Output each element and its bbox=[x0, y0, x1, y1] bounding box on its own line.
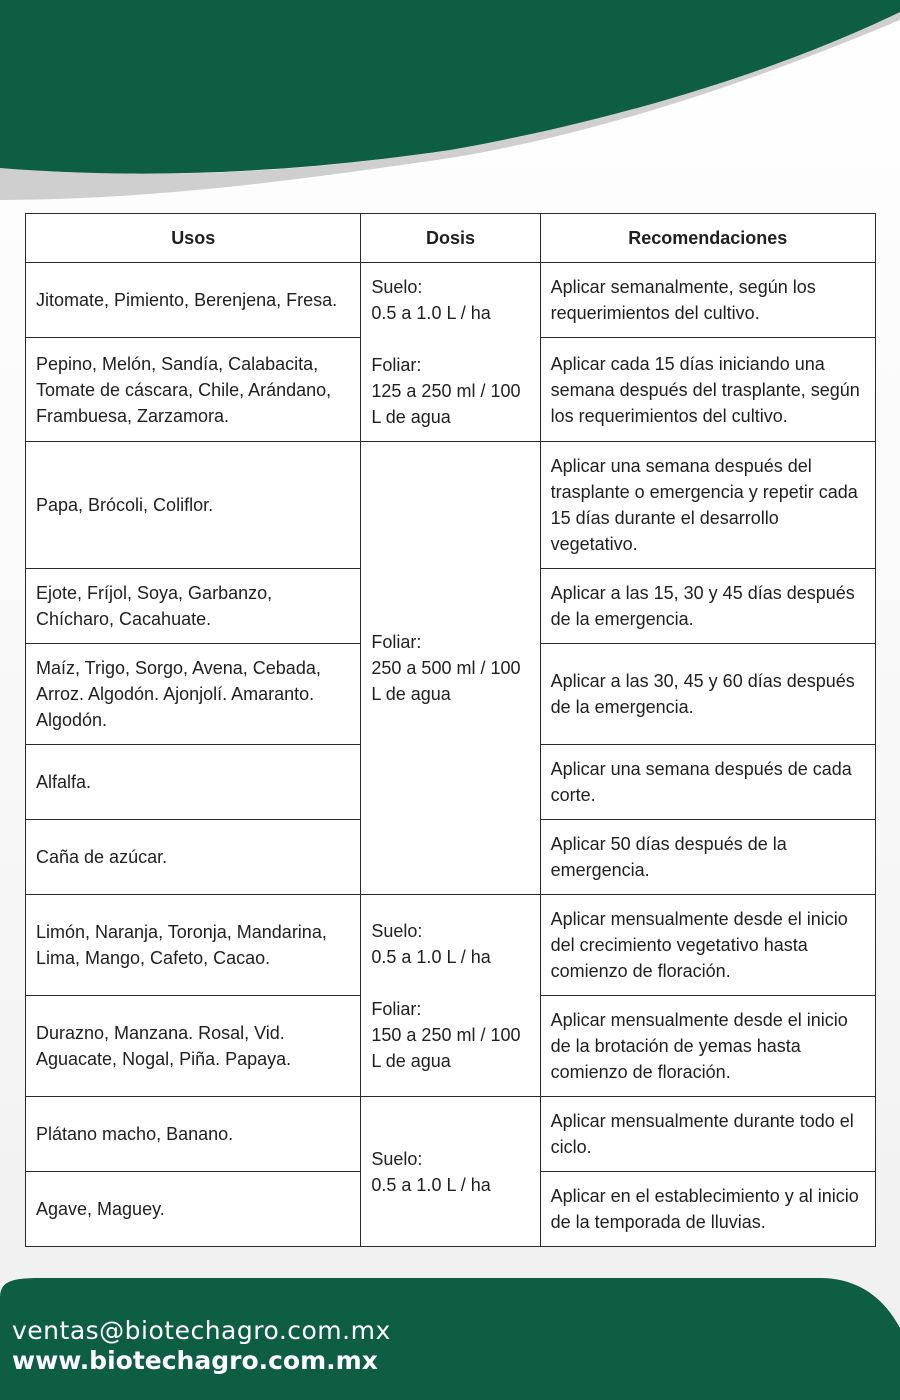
dose-foliar-label: Foliar: bbox=[371, 998, 422, 1019]
footer-email[interactable]: ventas@biotechagro.com.mx bbox=[12, 1316, 391, 1345]
table-row bbox=[26, 1097, 876, 1172]
table-row bbox=[26, 442, 876, 569]
dose-foliar-value: 125 a 250 ml / 100 L de agua bbox=[371, 381, 521, 427]
uso-cell: Alfalfa. bbox=[26, 745, 361, 820]
dose-suelo-label: Suelo: bbox=[371, 1148, 423, 1169]
dosis-cell bbox=[361, 1097, 540, 1247]
table-header-row bbox=[26, 214, 876, 263]
recomendacion-cell: Aplicar a las 30, 45 y 60 días después de la emergencia. bbox=[540, 644, 875, 745]
uso-cell: Pepino, Melón, Sandía, Calabacita, Tomate de cáscara, Chile, Arándano, Frambuesa, Zarzamora. bbox=[26, 338, 361, 442]
recomendacion-cell: Aplicar cada 15 días iniciando una semana después del trasplante, según los requerimientos del cultivo. bbox=[540, 338, 875, 442]
dosis-cell bbox=[361, 442, 540, 895]
recomendacion-cell: Aplicar 50 días después de la emergencia. bbox=[540, 820, 875, 895]
dose-suelo-label: Suelo: bbox=[371, 920, 423, 941]
dose-foliar-value: 150 a 250 ml / 100 L de agua bbox=[371, 1024, 521, 1071]
table-row bbox=[26, 895, 876, 996]
dose-foliar-value: 250 a 500 ml / 100 L de agua bbox=[371, 658, 521, 704]
table-row bbox=[26, 263, 876, 338]
dosage-table bbox=[25, 213, 876, 1247]
uso-cell: Durazno, Manzana. Rosal, Vid. Aguacate, Nogal, Piña. Papaya. bbox=[26, 996, 361, 1097]
header-recomendaciones: Recomendaciones bbox=[540, 214, 875, 263]
uso-cell: Jitomate, Pimiento, Berenjena, Fresa. bbox=[26, 263, 361, 338]
uso-cell: Papa, Brócoli, Coliflor. bbox=[26, 442, 361, 569]
uso-cell: Maíz, Trigo, Sorgo, Avena, Cebada, Arroz. Algodón. Ajonjolí. Amaranto. Algodón. bbox=[26, 644, 361, 745]
dose-suelo-value: 0.5 a 1.0 L / ha bbox=[371, 303, 491, 323]
recomendacion-cell: Aplicar a las 15, 30 y 45 días después de la emergencia. bbox=[540, 569, 875, 644]
recomendacion-cell: Aplicar mensualmente desde el inicio de la brotación de yemas hasta comienzo de floración. bbox=[540, 996, 875, 1097]
dosis-cell bbox=[361, 895, 540, 1097]
recomendacion-cell: Aplicar una semana después de cada corte. bbox=[540, 745, 875, 820]
dose-suelo-value: 0.5 a 1.0 L / ha bbox=[371, 946, 491, 967]
recomendacion-cell: Aplicar mensualmente desde el inicio del crecimiento vegetativo hasta comienzo de floración. bbox=[540, 895, 875, 996]
recomendacion-cell: Aplicar semanalmente, según los requerimientos del cultivo. bbox=[540, 263, 875, 338]
header-wave-decoration bbox=[0, 0, 900, 220]
dose-suelo-value: 0.5 a 1.0 L / ha bbox=[371, 1174, 491, 1195]
dose-suelo-label: Suelo: bbox=[371, 277, 423, 297]
header-dosis: Dosis bbox=[361, 214, 540, 263]
uso-cell: Limón, Naranja, Toronja, Mandarina, Lima, Mango, Cafeto, Cacao. bbox=[26, 895, 361, 996]
uso-cell: Plátano macho, Banano. bbox=[26, 1097, 361, 1172]
dosis-cell bbox=[361, 263, 540, 442]
uso-cell: Ejote, Fríjol, Soya, Garbanzo, Chícharo, Cacahuate. bbox=[26, 569, 361, 644]
dose-foliar-label: Foliar: bbox=[371, 355, 422, 375]
header-usos: Usos bbox=[26, 214, 361, 263]
uso-cell: Agave, Maguey. bbox=[26, 1172, 361, 1247]
recomendacion-cell: Aplicar mensualmente durante todo el ciclo. bbox=[540, 1097, 875, 1172]
dose-foliar-label: Foliar: bbox=[371, 632, 422, 652]
header-wave-green bbox=[0, 0, 900, 174]
recomendacion-cell: Aplicar en el establecimiento y al inicio de la temporada de lluvias. bbox=[540, 1172, 875, 1247]
uso-cell: Caña de azúcar. bbox=[26, 820, 361, 895]
footer-website[interactable]: www.biotechagro.com.mx bbox=[12, 1346, 378, 1375]
recomendacion-cell: Aplicar una semana después del trasplante o emergencia y repetir cada 15 días durante el desarrollo vegetativo. bbox=[540, 442, 875, 569]
